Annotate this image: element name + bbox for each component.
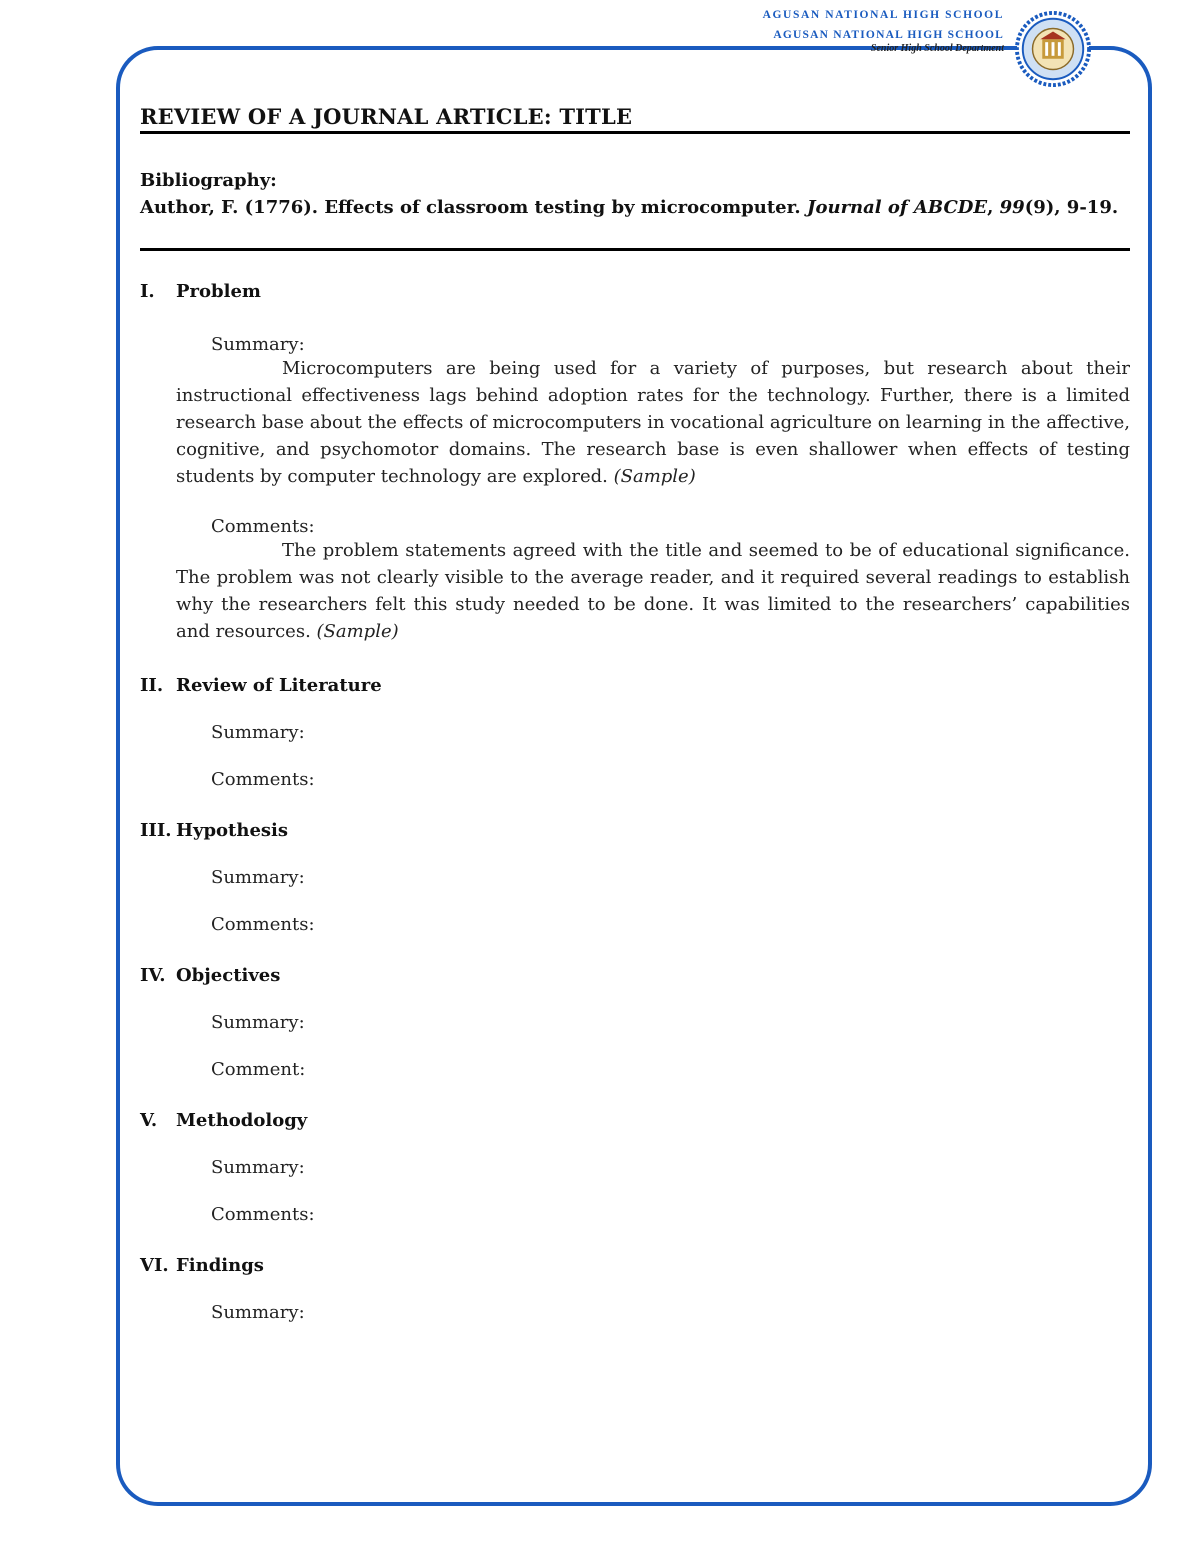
school-seal-icon — [1014, 10, 1092, 88]
bibliography-label: Bibliography: — [140, 170, 277, 191]
summary-label: Summary: — [211, 867, 305, 888]
comments-label: Comments: — [211, 1204, 315, 1225]
section-heading — [140, 1255, 1130, 1276]
summary-label: Summary: — [211, 1302, 305, 1323]
section-title: Objectives — [176, 965, 281, 986]
section-title: Review of Literature — [176, 675, 382, 696]
section-heading — [140, 1110, 1130, 1131]
section-problem — [140, 281, 1130, 645]
section-heading — [140, 675, 1130, 696]
document-body — [140, 104, 1130, 1323]
comments-label: Comments: — [211, 769, 315, 790]
divider — [140, 248, 1130, 251]
summary-label: Summary: — [211, 722, 305, 743]
citation-issue-pages: (9), 9-19. — [1024, 197, 1119, 218]
section-methodology — [140, 1110, 1130, 1225]
section-number: V. — [140, 1110, 158, 1131]
comments-label: Comments: — [211, 516, 315, 537]
citation-volume: 99 — [999, 197, 1025, 218]
department-name: Senior High School Department — [870, 42, 1004, 54]
citation-journal: Journal of ABCDE — [806, 197, 988, 218]
section-title: Methodology — [176, 1110, 308, 1131]
section-number: II. — [140, 675, 164, 696]
section-number: III. — [140, 820, 172, 841]
comments-label: Comments: — [211, 914, 315, 935]
comments-body: The problem statements agreed with the title and seemed to be of educational significance. The problem was not clearly visible to the average reader, and it required several readings to establish why the researchers felt this study needed to be done. It was limited to the researchers’ capabilities and resources. — [176, 540, 1130, 642]
summary-label: Summary: — [211, 1012, 305, 1033]
comments-text — [176, 537, 1130, 645]
sample-note: (Sample) — [613, 466, 696, 487]
section-number: VI. — [140, 1255, 169, 1276]
summary-text — [176, 355, 1130, 490]
page-title: REVIEW OF A JOURNAL ARTICLE: TITLE — [140, 104, 1130, 134]
section-heading — [140, 820, 1130, 841]
section-objectives — [140, 965, 1130, 1080]
summary-label: Summary: — [211, 1157, 305, 1178]
bibliography-citation — [140, 197, 1130, 218]
summary-label: Summary: — [211, 334, 305, 355]
sample-note: (Sample) — [316, 621, 399, 642]
summary-body: Microcomputers are being used for a variety of purposes, but research about their instructional effectiveness lags behind adoption rates for the technology. Further, there is a limited research base about the effects of microcomputers in vocational agriculture on learning in the affective, cognitive, and psychomotor domains. The research base is even shallower when effects of testing students by computer technology are explored. — [176, 358, 1130, 487]
section-heading — [140, 965, 1130, 986]
comments-label: Comment: — [211, 1059, 306, 1080]
section-hypothesis — [140, 820, 1130, 935]
section-findings — [140, 1255, 1130, 1323]
section-title: Hypothesis — [176, 820, 289, 841]
section-number: IV. — [140, 965, 166, 986]
section-heading — [140, 281, 1130, 302]
section-title: Problem — [176, 281, 261, 302]
section-title: Findings — [176, 1255, 264, 1276]
citation-comma: , — [987, 197, 1000, 218]
section-literature — [140, 675, 1130, 790]
section-number: I. — [140, 281, 155, 302]
school-name-line1: AGUSAN NATIONAL HIGH SCHOOL — [762, 9, 1004, 21]
school-header — [763, 8, 1004, 55]
school-name-line2: AGUSAN NATIONAL HIGH SCHOOL — [773, 29, 1004, 42]
citation-text: Author, F. (1776). Effects of classroom testing by microcomputer. — [140, 197, 807, 218]
